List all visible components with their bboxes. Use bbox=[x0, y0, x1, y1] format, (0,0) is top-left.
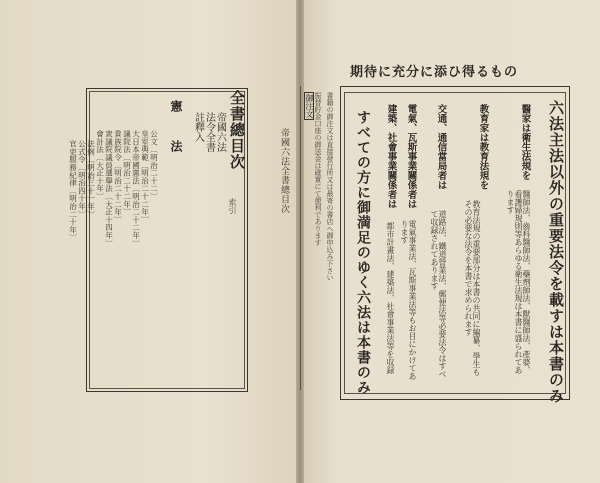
index-line: 議院法〔明治二十二年〕 bbox=[122, 130, 132, 216]
category-education-text: 教育法規の重要部分は本書の共同に編纂、學生もその必要な法令を本書で求められます bbox=[464, 200, 481, 376]
category-medical-text: 醫師法、齒科醫師法、藥劑師法、獸醫師法、產婆、看護婦規則等あらゆる衛生法規は本書に盛られてあります bbox=[506, 190, 531, 374]
section-law: 法 bbox=[169, 140, 183, 152]
category-medical: 醫家は衛生法規を bbox=[519, 104, 531, 180]
category-transport: 交通、通信當局者は bbox=[435, 104, 447, 190]
index-line: 官吏服務紀律〔明治二十年〕 bbox=[68, 140, 78, 242]
ad-closing-line: すべての方に御満足のゆく六法は本書のみ bbox=[355, 110, 371, 395]
ad-frame-inner bbox=[344, 92, 566, 394]
ad-headline: 期待に充分に添ひ得るもの bbox=[350, 65, 519, 80]
running-head: 帝國六法全書總目次 bbox=[279, 128, 289, 214]
notice-line: 書籍の御注文は直接發行所又は最寄の書店へ御申込み下さい bbox=[326, 92, 334, 281]
category-education: 教育家は教育法規を bbox=[477, 104, 489, 190]
index-line: 貴族院令〔明治二十二年〕 bbox=[113, 130, 123, 224]
index-title: 全書總目次 bbox=[228, 90, 246, 170]
category-building-social: 建築、社會事業關係者は bbox=[385, 104, 397, 209]
index-line: 皇室典範〔明治二十二年〕 bbox=[140, 130, 150, 224]
category-transport-text: 道路法、鐵道營業法、郵便法等必要法令はすべて収録されてあります bbox=[430, 210, 447, 378]
index-line: 法例〔明治三十一年〕 bbox=[86, 140, 96, 218]
index-line: 衆議院議員選擧法〔大正十四年〕 bbox=[104, 130, 114, 247]
index-subtitle-3: 註釋入 bbox=[192, 112, 204, 142]
category-electric-gas-text: 電氣事業法、瓦斯事業法等もお目にかけてあります bbox=[400, 220, 417, 380]
index-line: 公式令〔明治四十年〕 bbox=[77, 140, 87, 218]
index-note: 索引 bbox=[228, 198, 237, 214]
category-electric-gas: 電氣、瓦斯事業關係者は bbox=[405, 104, 417, 209]
left-page bbox=[0, 0, 296, 483]
index-line: 大日本帝國憲法〔明治二十二年〕 bbox=[131, 130, 141, 247]
index-line: 會計法〔大正十年〕 bbox=[95, 130, 105, 201]
notice-line: 振替貯金口座の御送金は確實にて便利であります bbox=[314, 92, 322, 246]
index-subtitle-1: 帝國六法 bbox=[214, 112, 226, 152]
ad-main-heading: 六法主法以外の重要法令を載すは本書のみ bbox=[547, 100, 565, 404]
category-building-social-text: 都市計畫法、建築法、社會事業法等を収録 bbox=[386, 222, 395, 374]
section-constitution: 憲 bbox=[169, 100, 183, 112]
notice-label: 御注文 bbox=[305, 94, 314, 118]
index-line: 公文〔明治二十二〕 bbox=[149, 130, 159, 201]
index-subtitle-2: 法令全書 bbox=[203, 112, 215, 152]
